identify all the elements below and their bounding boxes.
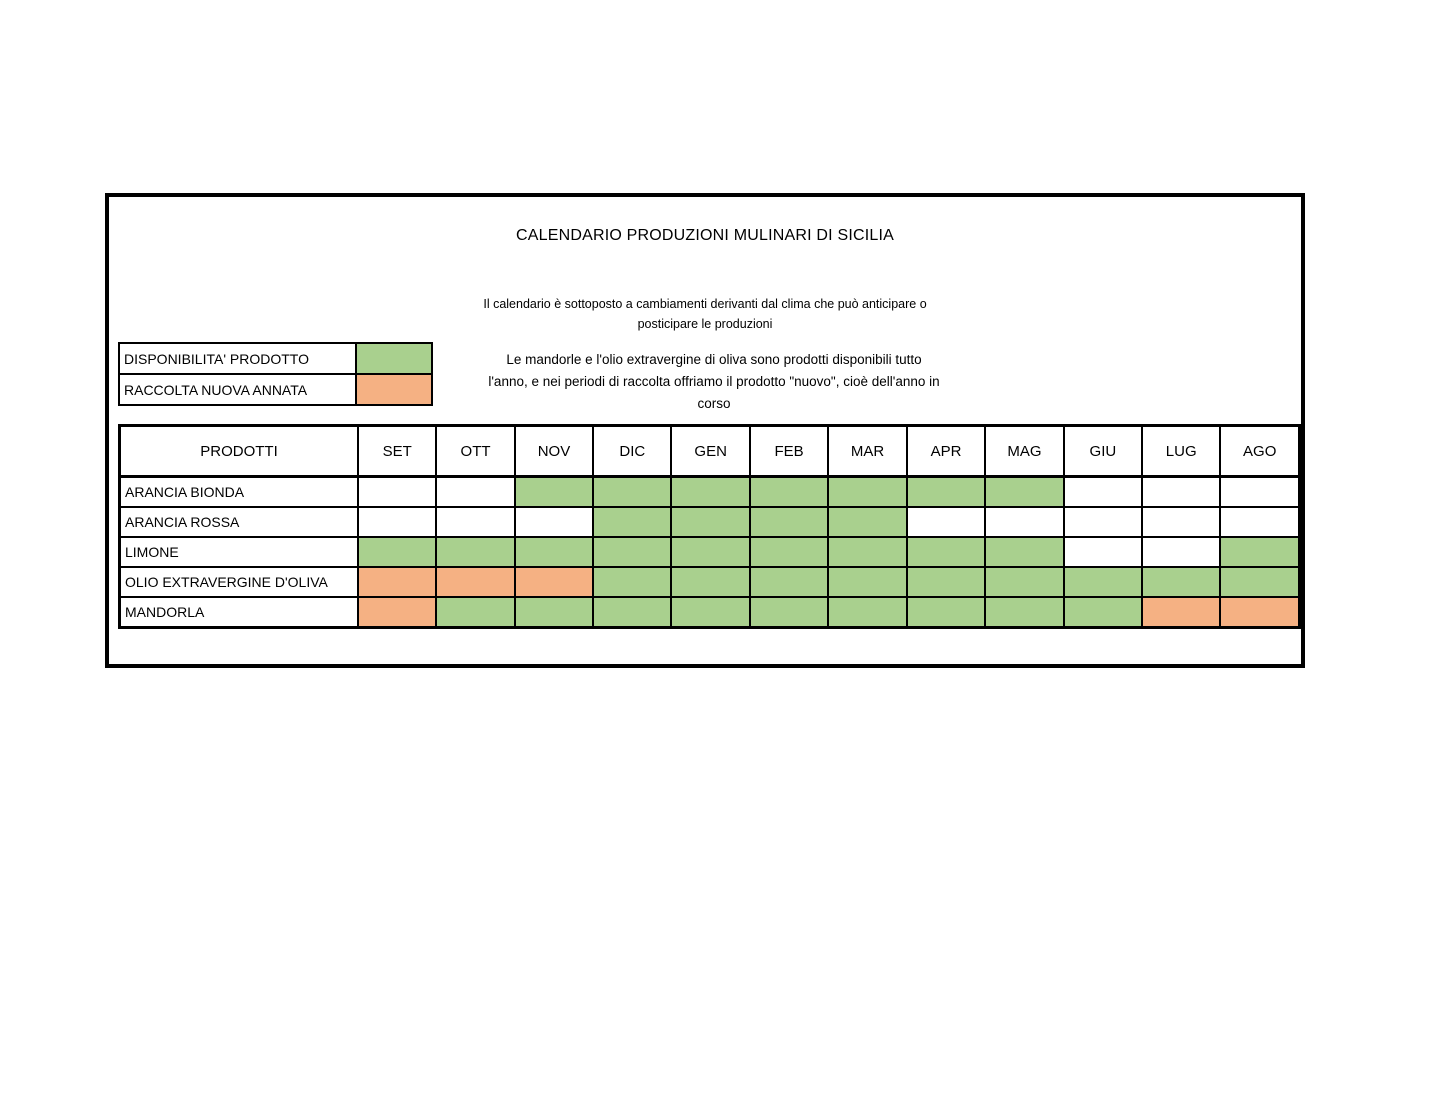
- availability-cell-available: [1220, 537, 1299, 567]
- availability-cell-available: [593, 507, 671, 537]
- column-header-month: GEN: [671, 426, 749, 477]
- availability-cell-available: [593, 567, 671, 597]
- availability-cell-harvest: [1220, 597, 1299, 628]
- column-header-month: SET: [358, 426, 436, 477]
- calendar-frame: [105, 193, 1305, 668]
- legend-label-harvest: RACCOLTA NUOVA ANNATA: [119, 374, 356, 405]
- availability-cell-available: [1142, 567, 1220, 597]
- availability-cell-available: [828, 507, 907, 537]
- availability-cell-available: [593, 597, 671, 628]
- harvest-color-swatch: [356, 374, 432, 405]
- availability-cell-none: [1220, 507, 1299, 537]
- availability-cell-none: [1220, 477, 1299, 508]
- legend-item-harvest: [119, 374, 432, 405]
- availability-cell-available: [985, 567, 1064, 597]
- availability-cell-none: [1142, 537, 1220, 567]
- availability-cell-available: [750, 477, 828, 508]
- product-row: [120, 477, 1300, 508]
- availability-cell-harvest: [1142, 597, 1220, 628]
- column-header-month: MAR: [828, 426, 907, 477]
- availability-cell-available: [515, 597, 593, 628]
- availability-cell-available: [515, 477, 593, 508]
- availability-cell-available: [828, 597, 907, 628]
- availability-cell-available: [750, 597, 828, 628]
- availability-cell-harvest: [358, 597, 436, 628]
- availability-cell-none: [1142, 507, 1220, 537]
- availability-cell-available: [436, 537, 514, 567]
- product-row: [120, 507, 1300, 537]
- availability-cell-available: [750, 507, 828, 537]
- availability-cell-available: [515, 537, 593, 567]
- column-header-prodotti: PRODOTTI: [120, 426, 358, 477]
- availability-cell-available: [828, 567, 907, 597]
- availability-cell-available: [907, 567, 985, 597]
- column-header-month: OTT: [436, 426, 514, 477]
- availability-cell-available: [671, 597, 749, 628]
- column-header-month: LUG: [1142, 426, 1220, 477]
- product-name-cell: ARANCIA BIONDA: [120, 477, 358, 508]
- legend-item-available: [119, 343, 432, 374]
- column-header-month: DIC: [593, 426, 671, 477]
- calendar-header-row: [120, 426, 1300, 477]
- availability-cell-none: [985, 507, 1064, 537]
- availability-cell-available: [1220, 567, 1299, 597]
- column-header-month: MAG: [985, 426, 1064, 477]
- availability-cell-available: [907, 597, 985, 628]
- availability-cell-available: [907, 537, 985, 567]
- column-header-month: GIU: [1064, 426, 1142, 477]
- availability-note-line: l'anno, e nei periodi di raccolta offriamo il prodotto "nuovo", cioè dell'anno in: [488, 374, 940, 389]
- column-header-month: AGO: [1220, 426, 1299, 477]
- availability-cell-none: [515, 507, 593, 537]
- production-calendar-table: [118, 424, 1301, 629]
- calendar-header: [120, 426, 1300, 477]
- column-header-month: APR: [907, 426, 985, 477]
- availability-cell-available: [828, 477, 907, 508]
- availability-note-line: Le mandorle e l'olio extravergine di oliva sono prodotti disponibili tutto: [506, 352, 922, 367]
- availability-cell-harvest: [436, 567, 514, 597]
- product-name-cell: MANDORLA: [120, 597, 358, 628]
- availability-note: [439, 349, 989, 415]
- column-header-month: FEB: [750, 426, 828, 477]
- available-color-swatch: [356, 343, 432, 374]
- product-row: [120, 567, 1300, 597]
- page-title: CALENDARIO PRODUZIONI MULINARI DI SICILIA: [515, 227, 895, 244]
- legend: [118, 342, 433, 406]
- availability-cell-available: [750, 537, 828, 567]
- availability-cell-none: [358, 477, 436, 508]
- availability-cell-available: [671, 567, 749, 597]
- availability-cell-none: [436, 507, 514, 537]
- availability-cell-available: [985, 477, 1064, 508]
- availability-cell-available: [593, 537, 671, 567]
- column-header-month: NOV: [515, 426, 593, 477]
- availability-cell-available: [985, 597, 1064, 628]
- availability-cell-none: [1064, 507, 1142, 537]
- availability-cell-available: [1064, 597, 1142, 628]
- product-row: [120, 537, 1300, 567]
- availability-cell-available: [907, 477, 985, 508]
- availability-cell-available: [1064, 567, 1142, 597]
- climate-note: [205, 294, 1205, 334]
- availability-cell-none: [907, 507, 985, 537]
- availability-cell-available: [985, 537, 1064, 567]
- availability-cell-none: [436, 477, 514, 508]
- availability-note-line: corso: [697, 396, 731, 411]
- availability-cell-available: [593, 477, 671, 508]
- calendar-table-body: [120, 477, 1300, 628]
- availability-cell-available: [750, 567, 828, 597]
- climate-note-line: Il calendario è sottoposto a cambiamenti derivanti dal clima che può anticipare o: [483, 297, 927, 311]
- product-row: [120, 597, 1300, 628]
- availability-cell-none: [1064, 537, 1142, 567]
- product-name-cell: LIMONE: [120, 537, 358, 567]
- climate-note-line: posticipare le produzioni: [637, 317, 773, 331]
- availability-cell-available: [436, 597, 514, 628]
- legend-label-available: DISPONIBILITA' PRODOTTO: [119, 343, 356, 374]
- availability-cell-harvest: [358, 567, 436, 597]
- product-name-cell: OLIO EXTRAVERGINE D'OLIVA: [120, 567, 358, 597]
- availability-cell-none: [1142, 477, 1220, 508]
- availability-cell-available: [828, 537, 907, 567]
- product-name-cell: ARANCIA ROSSA: [120, 507, 358, 537]
- availability-cell-harvest: [515, 567, 593, 597]
- availability-cell-none: [358, 507, 436, 537]
- availability-cell-available: [358, 537, 436, 567]
- availability-cell-available: [671, 537, 749, 567]
- availability-cell-available: [671, 477, 749, 508]
- availability-cell-available: [671, 507, 749, 537]
- availability-cell-none: [1064, 477, 1142, 508]
